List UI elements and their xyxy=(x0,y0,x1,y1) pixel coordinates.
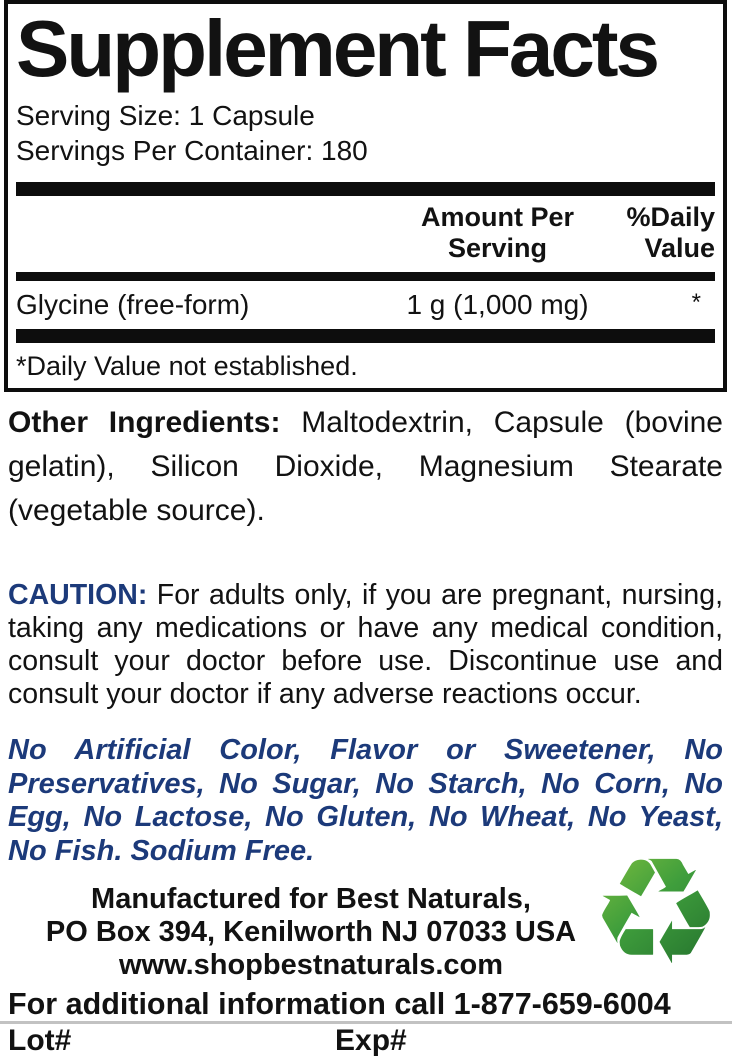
supplement-facts-panel xyxy=(4,0,727,392)
ingredient-amount: 1 g (1,000 mg) xyxy=(406,288,589,320)
panel-title: Supplement Facts xyxy=(16,4,658,93)
table-header-row xyxy=(16,196,715,272)
divider-thick-bottom xyxy=(16,329,715,343)
other-ingredients-paragraph xyxy=(8,401,723,533)
caution-text: For adults only, if you are pregnant, nursing, taking any medications or have any medical condition, consult your doctor before use. Discontinue use and consult your doctor if any adverse reactions occur. xyxy=(8,579,723,710)
manufacturer-line: Manufactured for Best Naturals, xyxy=(91,883,531,915)
daily-value-footnote: *Daily Value not established. xyxy=(16,350,358,381)
table-row xyxy=(16,281,715,329)
lot-number-label: Lot# xyxy=(8,1024,72,1057)
website-line: www.shopbestnaturals.com xyxy=(118,949,504,981)
servings-per-container-line: Servings Per Container: 180 xyxy=(16,134,368,166)
ingredient-name: Glycine (free-form) xyxy=(16,288,250,320)
recycle-icon: ♻ xyxy=(589,826,723,998)
lot-exp-row xyxy=(8,1024,732,1058)
divider-thick-top xyxy=(16,182,715,196)
manufacturer-block xyxy=(0,883,622,982)
free-of-claims: No Artificial Color, Flavor or Sweetener, No Preservatives, No Sugar, No Starch, No Corn, No Egg, No Lactose, No Gluten, No Wheat, No Yeast, No Fish. Sodium Free. xyxy=(8,734,723,867)
exp-number-label: Exp# xyxy=(335,1024,407,1057)
daily-value-header: %Daily Value xyxy=(626,201,715,263)
serving-size-line: Serving Size: 1 Capsule xyxy=(16,99,315,131)
address-line: PO Box 394, Kenilworth NJ 07033 USA xyxy=(45,916,577,948)
caution-paragraph xyxy=(8,579,723,711)
phone-info-line: For additional information call 1-877-659-6004 xyxy=(8,987,671,1021)
other-ingredients-label: Other Ingredients: xyxy=(8,406,281,439)
ingredient-daily-value: * xyxy=(691,288,701,316)
other-ingredients-text: Maltodextrin, Capsule (bovine gelatin), Silicon Dioxide, Magnesium Stearate (vegetable source). xyxy=(8,406,723,527)
caution-label: CAUTION: xyxy=(8,579,148,611)
amount-per-serving-header: Amount Per Serving xyxy=(420,201,574,263)
divider-medium xyxy=(16,272,715,281)
